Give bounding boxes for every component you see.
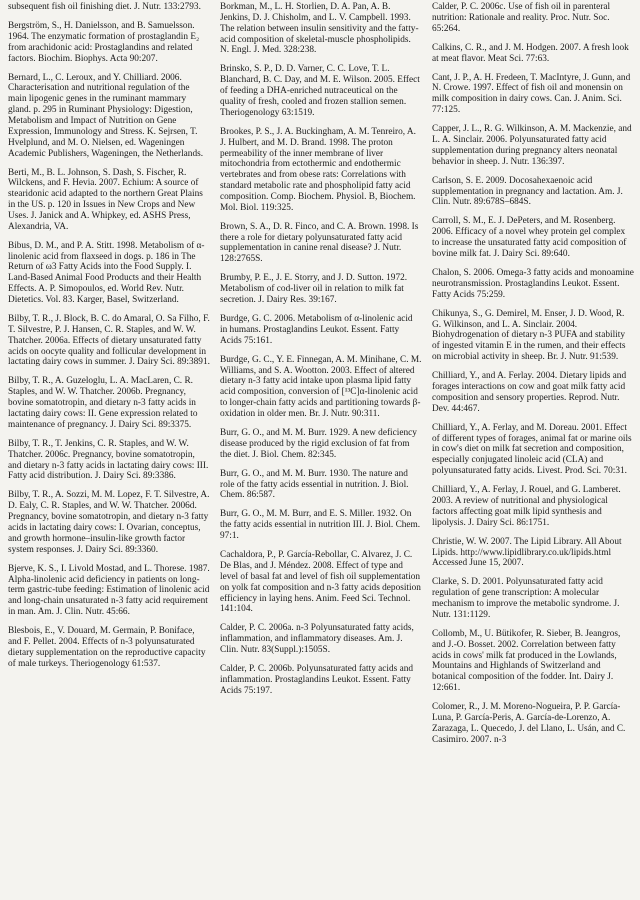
reference-entry: subsequent fish oil finishing diet. J. Nutr. 133:2793. xyxy=(8,2,201,12)
reference-entry: Burdge, G. C., Y. E. Finnegan, A. M. Minihane, C. M. Williams, and S. A. Wootton. 2003. Effect of altered dietary n-3 fatty acid intake upon plasma lipid fatty acid composition, conversion of [¹³C]α-linolenic acid to longer-chain fatty acids and partitioning towards β-oxidation in older men. Br. J. Nutr. 90:311. xyxy=(220,354,422,419)
reference-entry: Calkins, C. R., and J. M. Hodgen. 2007. A fresh look at meat flavor. Meat Sci. 77:63. xyxy=(432,42,629,64)
reference-entry: Brumby, P. E., J. E. Storry, and J. D. Sutton. 1972. Metabolism of cod-liver oil in relation to milk fat secretion. J. Dairy Res. 39:167. xyxy=(220,273,408,305)
reference-entry: Carlson, S. E. 2009. Docosahexaenoic acid supplementation in pregnancy and lactation. Am. J. Clin. Nutr. 89:678S–684S. xyxy=(432,175,623,208)
reference-entry: Chalon, S. 2006. Omega-3 fatty acids and monoamine neurotransmission. Prostaglandins Leukot. Essent. Fatty Acids 75:259. xyxy=(432,268,634,300)
reference-entry: Burr, G. O., and M. M. Burr. 1930. The nature and role of the fatty acids essential in nutrition. J. Biol. Chem. 86:587. xyxy=(220,468,409,501)
reference-entry: Brookes, P. S., J. A. Buckingham, A. M. Tenreiro, A. J. Hulbert, and M. D. Brand. 1998. The proton permeability of the inner membrane of liver mitochondria from ectothermic and endothermic vertebrates and from obese rats: Correlations with standard metabolic rate and phospholipid fatty acid composition. Comp. Biochem. Physiol. B, Biochem. Mol. Biol. 119:325. xyxy=(220,126,416,213)
reference-entry: Bilby, T. R., J. Block, B. C. do Amaral, O. Sa Filho, F. T. Silvestre, P. J. Hansen, C. R. Staples, and W. W. Thatcher. 2006a. Effects of dietary unsaturated fatty acids on oocyte quality and follicular development in lactating dairy cows in summer. J. Dairy Sci. 89:3891. xyxy=(8,314,210,368)
reference-column-3 xyxy=(432,2,634,900)
reference-entry: Berti, M., B. L. Johnson, S. Dash, S. Fischer, R. Wilckens, and F. Hevia. 2007. Echium: A source of stearidonic acid adapted to the northern Great Plains in the US. p. 120 in Issues in New Crops and New Uses. J. Janick and A. Whipkey, ed. ASHS Press, Alexandria, VA. xyxy=(8,167,203,232)
reference-entry: Clarke, S. D. 2001. Polyunsaturated fatty acid regulation of gene transcription: A molecular mechanism to improve the metabolic syndrome. J. Nutr. 131:1129. xyxy=(432,577,620,620)
reference-entry: Bernard, L., C. Leroux, and Y. Chilliard. 2006. Characterisation and nutritional regulation of the main lipogenic genes in the ruminant mammary gland. p. 295 in Ruminant Physiology: Digestion, Metabolism and Impact of Nutrition on Gene Expression, Immunology and Stress. K. Sejrsen, T. Hvelplund, and M. O. Nielsen, ed. Wageningen Academic Publishers, Wageningen, the Netherlands. xyxy=(8,72,204,159)
reference-entry: Carroll, S. M., E. J. DePeters, and M. Rosenberg. 2006. Efficacy of a novel whey protein gel complex to increase the unsaturated fatty acid composition of bovine milk fat. J. Dairy Sci. 89:640. xyxy=(432,216,627,259)
reference-entry: Cant, J. P., A. H. Fredeen, T. MacIntyre, J. Gunn, and N. Crowe. 1997. Effect of fish oil and monensin on milk composition in dairy cows. Can. J. Anim. Sci. 77:125. xyxy=(432,72,631,116)
reference-entry: Burr, G. O., M. M. Burr, and E. S. Miller. 1932. On the fatty acids essential in nutrition III. J. Biol. Chem. 97:1. xyxy=(220,509,421,542)
reference-entry: Cachaldora, P., P. García-Rebollar, C. Alvarez, J. C. De Blas, and J. Méndez. 2008. Effect of type and level of basal fat and level of fish oil supplementation on yolk fat composition and n-3 fatty acids deposition efficiency in laying hens. Anim. Feed Sci. Technol. 141:104. xyxy=(220,550,421,615)
reference-entry: Burdge, G. C. 2006. Metabolism of α-linolenic acid in humans. Prostaglandins Leukot. Essent. Fatty Acids 75:161. xyxy=(220,314,413,346)
reference-entry: Bjerve, K. S., I. Livold Mostad, and L. Thorese. 1987. Alpha-linolenic acid deficiency in patients on long-term gastric-tube feeding: Estimation of linolenic acid and long-chain unsaturated n-3 fatty acid requirement in man. Am. J. Clin. Nutr. 45:66. xyxy=(8,563,210,618)
reference-entry: Bilby, T. R., T. Jenkins, C. R. Staples, and W. W. Thatcher. 2006c. Pregnancy, bovine somatotropin, and dietary n-3 fatty acids in lactating dairy cows: III. Fatty acid distribution. J. Dairy Sci. 89:3386. xyxy=(8,438,209,482)
reference-entry: Bilby, T. R., A. Sozzi, M. M. Lopez, F. T. Silvestre, A. D. Ealy, C. R. Staples, and W. W. Thatcher. 2006d. Pregnancy, bovine somatotropin, and dietary n-3 fatty acids in lactating dairy cows: I. Ovarian, conceptus, and growth hormone–insulin-like growth factor system responses. J. Dairy Sci. 89:3360. xyxy=(8,490,210,555)
reference-entry: Bilby, T. R., A. Guzeloglu, L. A. MacLaren, C. R. Staples, and W. W. Thatcher. 2006b. Pregnancy, bovine somatotropin, and dietary n-3 fatty acids in lactating dairy cows: II. Gene expression related to maintenance of pregnancy. J. Dairy Sci. 89:3375. xyxy=(8,376,198,430)
reference-entry: Bergström, S., H. Danielsson, and B. Samuelsson. 1964. The enzymatic formation of prostaglandin E₂ from arachidonic acid: Prostaglandins and related factors. Biochim. Biophys. Acta 90:207. xyxy=(8,21,200,64)
reference-entry: Burr, G. O., and M. M. Burr. 1929. A new deficiency disease produced by the rigid exclusion of fat from the diet. J. Biol. Chem. 82:345. xyxy=(220,428,417,460)
reference-entry: Calder, P. C. 2006c. Use of fish oil in parenteral nutrition: Rationale and reality. Proc. Nutr. Soc. 65:264. xyxy=(432,2,611,34)
reference-entry: Chikunya, S., G. Demirel, M. Enser, J. D. Wood, R. G. Wilkinson, and L. A. Sinclair. 2004. Biohydrogenation of dietary n-3 PUFA and stability of ingested vitamin E in the rumen, and their effects on microbial activity in sheep. Br. J. Nutr. 91:539. xyxy=(432,308,626,363)
reference-entry: Chilliard, Y., and A. Ferlay. 2004. Dietary lipids and forages interactions on cow and goat milk fatty acid composition and sensory properties. Reprod. Nutr. Dev. 44:467. xyxy=(432,371,627,414)
reference-entry: Borkman, M., L. H. Storlien, D. A. Pan, A. B. Jenkins, D. J. Chisholm, and L. V. Campbell. 1993. The relation between insulin sensitivity and the fatty-acid composition of skeletal-muscle phospholipids. N. Engl. J. Med. 328:238. xyxy=(220,2,419,56)
reference-entry: Brown, S. A., D. R. Finco, and C. A. Brown. 1998. Is there a role for dietary polyunsaturated fatty acid supplementation in canine renal disease? J. Nutr. 128:2765S. xyxy=(220,221,419,265)
reference-entry: Blesbois, E., V. Douard, M. Germain, P. Boniface, and F. Pellet. 2004. Effects of n-3 polyunsaturated dietary supplementation on the reproductive capacity of male turkeys. Theriogenology 61:537. xyxy=(8,626,206,669)
reference-column-2 xyxy=(220,2,422,900)
reference-entry: Calder, P. C. 2006a. n-3 Polyunsaturated fatty acids, inflammation, and inflammatory diseases. Am. J. Clin. Nutr. 83(Suppl.):1505S. xyxy=(220,623,414,656)
reference-entry: Brinsko, S. P., D. D. Varner, C. C. Love, T. L. Blanchard, B. C. Day, and M. E. Wilson. 2005. Effect of feeding a DHA-enriched nutraceutical on the quality of fresh, cooled and frozen stallion semen. Theriogenology 63:1519. xyxy=(220,64,420,118)
reference-entry: Bibus, D. M., and P. A. Stitt. 1998. Metabolism of α-linolenic acid from flaxseed in dogs. p. 186 in The Return of ω3 Fatty Acids into the Food Supply. I. Land-Based Animal Food Products and their Health Effects. A. P. Simopoulos, ed. World Rev. Nutr. Dietetics. Vol. 83. Karger, Basel, Switzerland. xyxy=(8,240,205,305)
reference-entry: Calder, P. C. 2006b. Polyunsaturated fatty acids and inflammation. Prostaglandins Leukot. Essent. Fatty Acids 75:197. xyxy=(220,664,414,696)
reference-column-1 xyxy=(8,2,210,900)
reference-entry: Colomer, R., J. M. Moreno-Nogueira, P. P. García-Luna, P. García-Peris, A. García-de-Lorenzo, A. Zarazaga, L. Quecedo, J. del Llano, L. Usán, and C. Casimiro. 2007. n-3 xyxy=(432,702,626,745)
reference-entry: Chilliard, Y., A. Ferlay, and M. Doreau. 2001. Effect of different types of forages, animal fat or marine oils in cow's diet on milk fat secretion and composition, especially conjugated linoleic acid (CLA) and polyunsaturated fatty acids. Livest. Prod. Sci. 70:31. xyxy=(432,422,632,477)
reference-entry: Christie, W. W. 2007. The Lipid Library. All About Lipids. http://www.lipidlibrary.co.uk/lipids.html Accessed June 15, 2007. xyxy=(432,536,622,569)
reference-entry: Capper, J. L., R. G. Wilkinson, A. M. Mackenzie, and L. A. Sinclair. 2006. Polyunsaturated fatty acid supplementation during pregnancy alters neonatal behavior in sheep. J. Nutr. 136:397. xyxy=(432,124,632,167)
reference-entry: Chilliard, Y., A. Ferlay, J. Rouel, and G. Lamberet. 2003. A review of nutritional and physiological factors affecting goat milk lipid synthesis and lipolysis. J. Dairy Sci. 86:1751. xyxy=(432,485,621,528)
reference-entry: Collomb, M., U. Bütikofer, R. Sieber, B. Jeangros, and J.-O. Bosset. 2002. Correlation between fatty acids in cows' milk fat produced in the Lowlands, Mountains and Highlands of Switzerland and botanical composition of the fodder. Int. Dairy J. 12:661. xyxy=(432,628,621,694)
